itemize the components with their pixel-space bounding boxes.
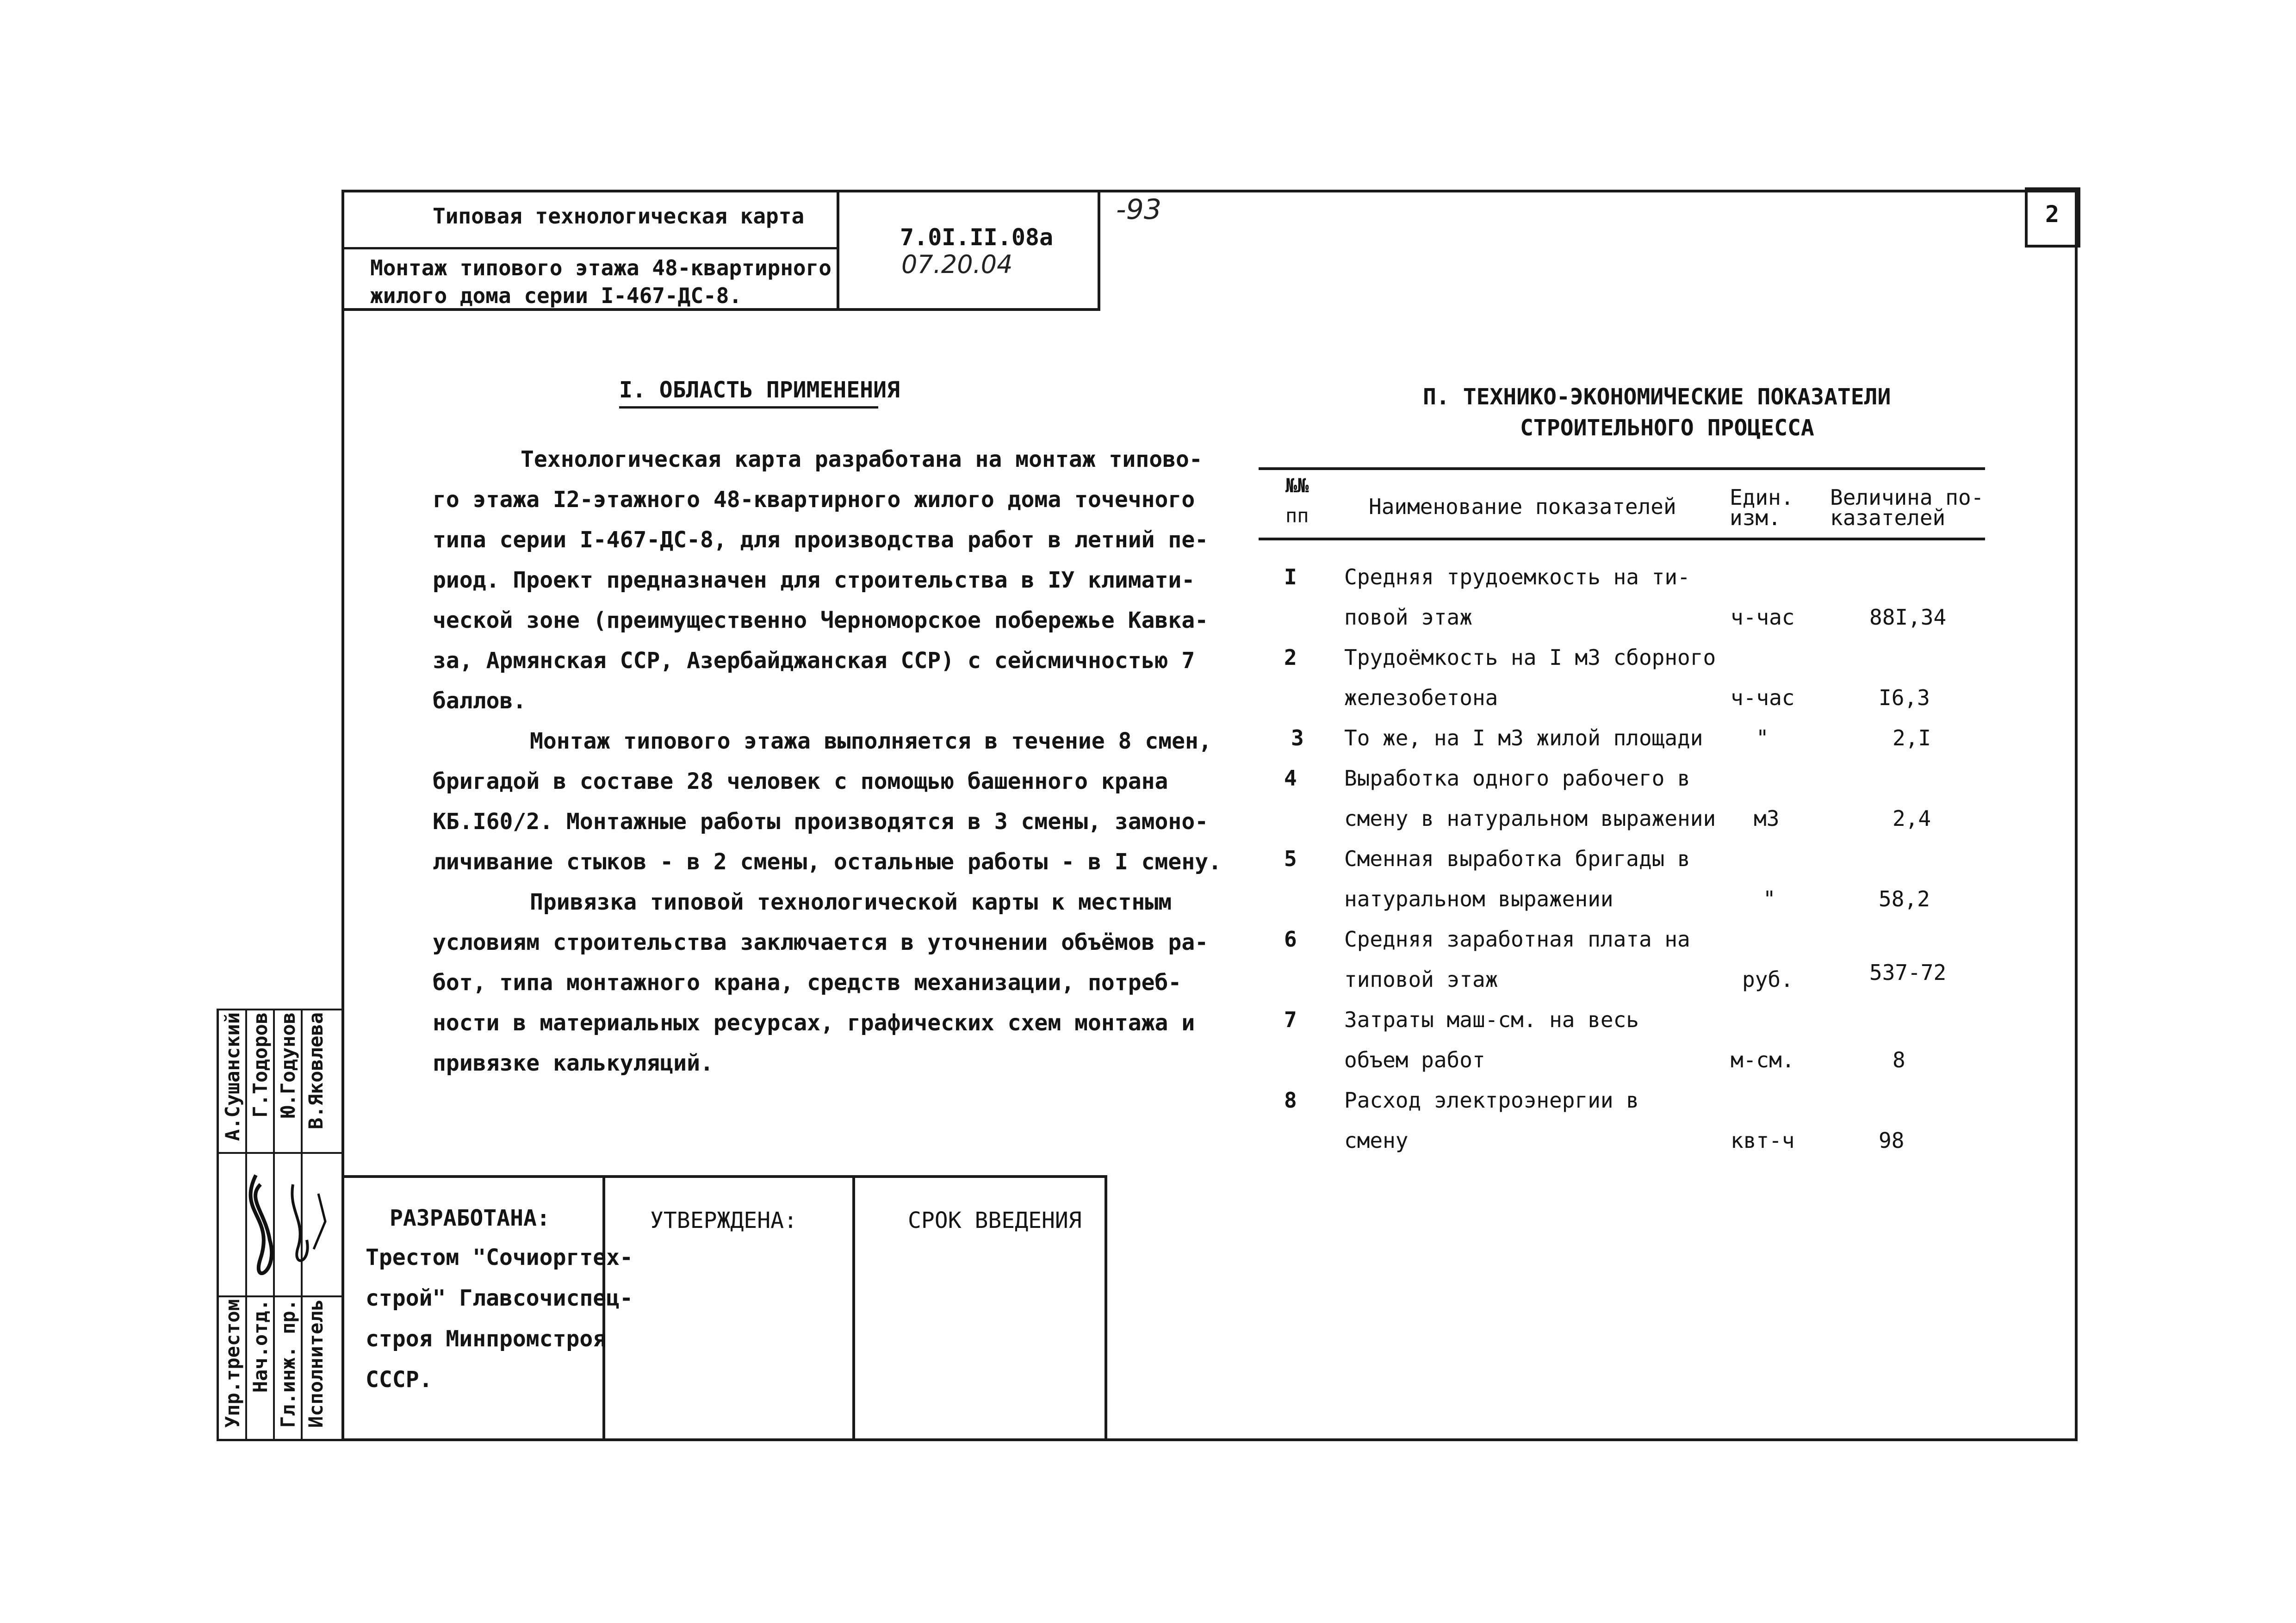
table-header-rule	[1259, 538, 1985, 540]
table-row-name: железобетона	[1344, 685, 1498, 710]
table-row-name: типовой этаж	[1344, 967, 1498, 992]
table-row-name: смену	[1344, 1128, 1409, 1153]
sig-role: Гл.инж. пр.	[277, 1299, 299, 1428]
table-row-num: 8	[1284, 1088, 1297, 1113]
handwritten-code: 07.20.04	[901, 250, 1013, 279]
table-row-value: 88I,34	[1869, 605, 1947, 630]
col-num-header-2: пп	[1285, 504, 1309, 527]
bottom-block-right-line	[1105, 1175, 1107, 1441]
page-number: 2	[2045, 201, 2060, 228]
table-row-unit: ч-час	[1731, 605, 1795, 630]
developed-line: строя Минпромстроя	[366, 1326, 607, 1352]
sig-name: В.Яковлева	[304, 1012, 327, 1129]
section1-line: условиям строительства заключается в уточнении объёмов ра-	[433, 929, 1209, 955]
table-row-value: 98	[1879, 1128, 1905, 1153]
col-name-header: Наименование показателей	[1369, 494, 1676, 519]
sig-name: Г.Тодоров	[249, 1012, 272, 1118]
table-row-name: Средняя заработная плата на	[1344, 927, 1690, 952]
sig-box-bottom	[217, 1439, 341, 1441]
section1-heading: I. ОБЛАСТЬ ПРИМЕНЕНИЯ	[619, 377, 900, 403]
col-value-header-2: казателей	[1830, 505, 1946, 530]
sig-name: А.Сушанский	[221, 1012, 244, 1141]
table-row-unit: "	[1763, 886, 1776, 911]
table-row-value: 8	[1893, 1047, 1905, 1072]
table-row-value: 58,2	[1879, 886, 1930, 911]
col-num-header: №№	[1285, 474, 1309, 497]
table-row-num: 6	[1284, 927, 1297, 952]
table-row-num: 4	[1284, 766, 1297, 791]
table-row-unit: квт-ч	[1731, 1128, 1795, 1153]
table-row-name: Затраты маш-см. на весь	[1344, 1007, 1639, 1032]
section1-line: ческой зоне (преимущественно Черноморское побережье Кавка-	[433, 607, 1209, 633]
handwritten-signature-graphic	[219, 1157, 339, 1295]
table-row-value: I6,3	[1879, 685, 1930, 710]
section1-line: баллов.	[433, 688, 527, 714]
col-unit-header-2: изм.	[1730, 505, 1781, 530]
card-code: 7.0I.II.08а	[900, 224, 1054, 251]
col-value-header: Величина по-	[1830, 485, 1984, 510]
section1-line: за, Армянская ССР, Азербайджанская ССР) с сейсмичностью 7	[433, 648, 1195, 674]
section2-heading-line1: П. ТЕХНИКО-ЭКОНОМИЧЕСКИЕ ПОКАЗАТЕЛИ	[1423, 384, 1891, 410]
table-row-name: Средняя трудоемкость на ти-	[1344, 564, 1690, 589]
section1-line: бригадой в составе 28 человек с помощью башенного крана	[433, 768, 1168, 794]
table-top-rule	[1259, 467, 1985, 470]
sig-box-top	[217, 1009, 341, 1010]
section1-line: типа серии I-467-ДС-8, для производства работ в летний пе-	[433, 527, 1209, 553]
title-block-row-line	[341, 247, 839, 249]
section1-line: привязке калькуляций.	[433, 1050, 714, 1076]
col-unit-header: Един.	[1730, 485, 1794, 510]
handwritten-page-number: -93	[1116, 193, 1161, 226]
section1-line: бот, типа монтажного крана, средств механизации, потреб-	[433, 970, 1182, 996]
section1-line: ности в материальных ресурсах, графических схем монтажа и	[433, 1010, 1195, 1036]
table-row-unit: ч-час	[1731, 685, 1795, 710]
table-row-unit: м3	[1754, 806, 1780, 831]
section1-line: Монтаж типового этажа выполняется в течение 8 смен,	[530, 728, 1212, 754]
sig-name: Ю.Годунов	[277, 1012, 299, 1118]
sig-role: Упр.трестом	[221, 1299, 244, 1428]
bottom-block-top-line	[341, 1175, 1107, 1178]
bottom-block-divider-2	[852, 1175, 855, 1441]
section1-line: КБ.I60/2. Монтажные работы производятся в 3 смены, замоно-	[433, 809, 1209, 835]
sig-role: Исполнитель	[304, 1299, 327, 1428]
table-row-num: 2	[1284, 645, 1297, 670]
table-row-name: смену в натуральном выражении	[1344, 806, 1716, 831]
section1-line: личивание стыков - в 2 смены, остальные работы - в I смену.	[433, 849, 1222, 875]
table-row-name: объем работ	[1344, 1047, 1485, 1072]
table-row-num: 5	[1284, 846, 1297, 871]
sig-row-split-2	[217, 1152, 341, 1154]
table-row-value: 2,I	[1893, 725, 1931, 750]
developed-line: Трестом "Сочиоргтех-	[366, 1245, 633, 1270]
developed-line: СССР.	[366, 1367, 433, 1393]
table-row-num: 3	[1291, 725, 1304, 750]
table-row-num: 7	[1284, 1007, 1297, 1032]
card-subtitle-line1: Монтаж типового этажа 48-квартирного	[370, 255, 832, 280]
card-title: Типовая технологическая карта	[433, 204, 805, 229]
table-row-unit: руб.	[1742, 967, 1793, 992]
table-row-name: повой этаж	[1344, 605, 1472, 630]
developed-label: РАЗРАБОТАНА:	[390, 1205, 550, 1231]
developed-line: строй" Главсочиспец-	[366, 1285, 633, 1311]
table-row-unit: "	[1756, 725, 1769, 750]
date-label: СРОК ВВЕДЕНИЯ	[908, 1208, 1082, 1233]
section1-line: Привязка типовой технологической карты к местным	[530, 889, 1172, 915]
table-row-name: Выработка одного рабочего в	[1344, 766, 1690, 791]
title-block-mid-line	[837, 190, 839, 311]
section1-heading-underline	[619, 406, 878, 409]
table-row-name: То же, на I м3 жилой площади	[1344, 725, 1703, 750]
table-row-name: Расход электроэнергии в	[1344, 1088, 1639, 1113]
signature-block	[217, 1009, 341, 1441]
approved-label: УТВЕРЖДЕНА:	[650, 1208, 797, 1233]
table-row-unit: м-см.	[1731, 1047, 1795, 1072]
table-row-name: натуральном выражении	[1344, 886, 1613, 911]
sig-role: Нач.отд.	[249, 1299, 272, 1393]
section1-line: риод. Проект предназначен для строительства в IУ климати-	[433, 567, 1195, 593]
card-subtitle-line2: жилого дома серии I-467-ДС-8.	[370, 283, 742, 308]
section1-line: го этажа I2-этажного 48-квартирного жилого дома точечного	[433, 487, 1195, 513]
section1-line: Технологическая карта разработана на монтаж типово-	[521, 446, 1203, 472]
section2-heading-line2: СТРОИТЕЛЬНОГО ПРОЦЕССА	[1520, 415, 1814, 441]
table-row-name: Сменная выработка бригады в	[1344, 846, 1690, 871]
title-block-bottom-line	[341, 308, 1100, 311]
title-block-right-line	[1098, 190, 1100, 311]
table-row-name: Трудоёмкость на I м3 сборного	[1344, 645, 1716, 670]
table-row-num: I	[1284, 564, 1297, 589]
sig-row-split-1	[217, 1295, 341, 1297]
table-row-value: 537-72	[1869, 960, 1947, 985]
table-row-value: 2,4	[1893, 806, 1931, 831]
